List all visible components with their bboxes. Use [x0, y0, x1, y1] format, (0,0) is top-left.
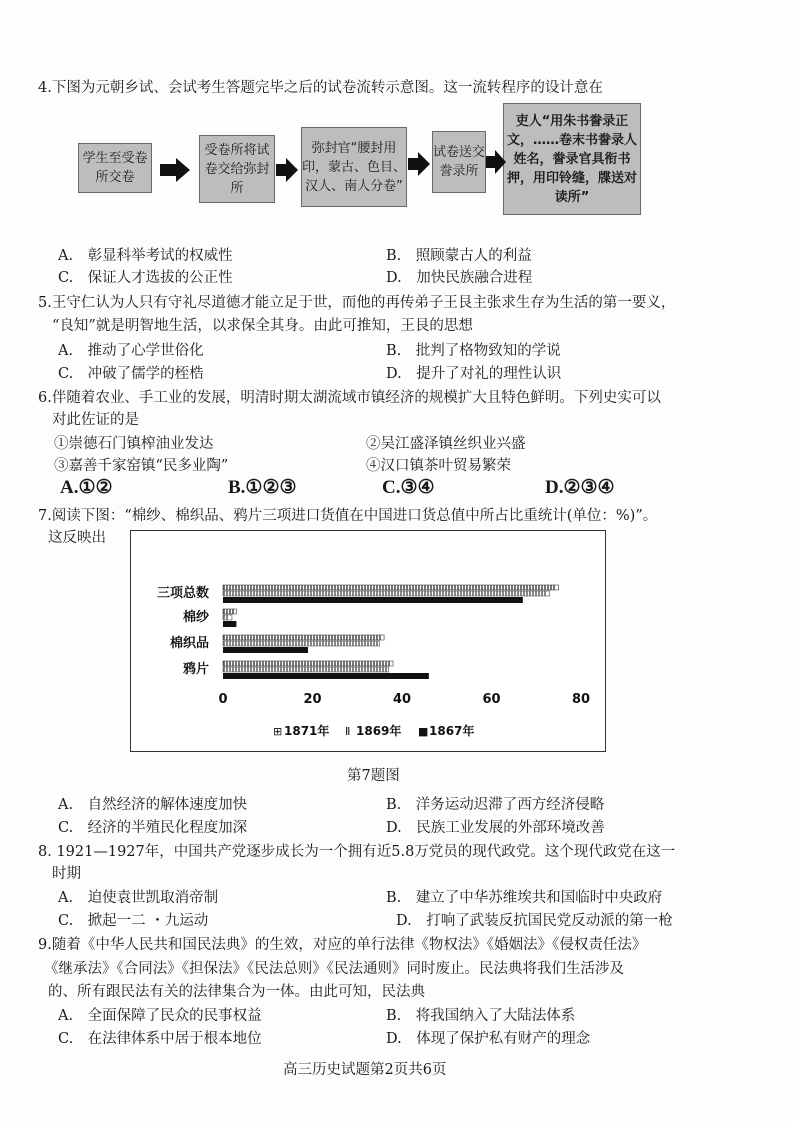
q7-option-a: A. 自然经济的解体速度加快	[58, 797, 248, 813]
legend-label: 1871年	[284, 724, 330, 738]
q6-item-4: ④汉口镇茶叶贸易繁荣	[366, 458, 511, 474]
q8-stem-line1: 8. 1921—1927年，中国共产党逐步成长为一个拥有近5.8万党员的现代政党。这个现代政党在这一	[38, 844, 676, 860]
q6-item-1: ①崇德石门镇榨油业发达	[54, 436, 214, 452]
q6-option-c: C.③④	[382, 477, 435, 498]
q8-stem-line2: 时期	[52, 866, 81, 882]
q5-stem-line2: “良知”就是明智地生活，以求保全其身。由此可推知，王艮的思想	[52, 318, 473, 334]
q5-option-d: D. 提升了对礼的理性认识	[386, 366, 562, 382]
bar-1-2	[223, 621, 236, 627]
x-tick-label: 20	[303, 692, 322, 707]
q8-option-b: B. 建立了中华苏维埃共和国临时中央政府	[386, 890, 663, 906]
flow-arrow-icon	[276, 158, 298, 182]
bar-2-2	[223, 647, 308, 653]
category-label: 三项总数	[156, 586, 209, 601]
q7-chart-frame	[130, 530, 606, 752]
bar-3-2	[223, 673, 429, 679]
q9-option-a: A. 全面保障了民众的民事权益	[58, 1008, 262, 1024]
q7-bar-chart	[131, 531, 605, 751]
q6-stem-line2: 对此佐证的是	[52, 412, 139, 428]
category-label: 棉纱	[182, 610, 209, 625]
q5-stem-line1: 5.王守仁认为人只有守礼尽道德才能立足于世，而他的再传弟子王艮主张求生存为生活的第一要义，	[38, 295, 676, 311]
q5-option-a: A. 推动了心学世俗化	[58, 343, 204, 359]
q9-option-d: D. 体现了保护私有财产的理念	[386, 1031, 591, 1047]
flow-arrow-icon	[160, 158, 190, 182]
bar-2-0	[223, 635, 384, 640]
q6-option-a: A.①②	[60, 477, 113, 498]
page-footer: 高三历史试题第2页共6页	[283, 1062, 447, 1078]
x-tick-label: 60	[482, 692, 501, 707]
q7-option-c: C. 经济的半殖民化程度加深	[58, 820, 248, 836]
flow-step-5: 吏人“用朱书誊录正文，……卷末书誊录人姓名，誊录官具衔书押，用印铃缝，牒送对读所”	[503, 103, 641, 215]
q6-option-d: D.②③④	[545, 477, 615, 498]
q8-option-c: C. 掀起一二 ・九运动	[58, 913, 209, 929]
x-tick-label: 40	[392, 692, 412, 707]
q7-caption: 第7题图	[347, 768, 400, 784]
q7-option-d: D. 民族工业发展的外部环境改善	[386, 820, 605, 836]
legend-swatch-icon: ■	[418, 725, 429, 738]
flow-arrow-icon	[486, 150, 506, 174]
q6-item-3: ③嘉善千家窑镇“民多业陶”	[54, 458, 229, 474]
q7-option-b: B. 洋务运动迟滞了西方经济侵略	[386, 797, 605, 813]
q4-stem: 4.下图为元朝乡试、会试考生答题完毕之后的试卷流转示意图。这一流转程序的设计意在	[38, 80, 603, 96]
legend-swatch-icon: ⊞	[273, 725, 283, 738]
x-tick-label: 0	[218, 692, 228, 707]
category-label: 鸦片	[182, 662, 209, 677]
q4-option-d: D. 加快民族融合进程	[386, 270, 533, 286]
legend-label: 1867年	[429, 724, 475, 738]
flow-step-4: 试卷送交誊录所	[432, 131, 486, 193]
q4-option-a: A. 彰显科举考试的权威性	[58, 248, 233, 264]
q6-stem-line1: 6.伴随着农业、手工业的发展，明清时期太湖流域市镇经济的规模扩大且特色鲜明。下列史实可以	[38, 390, 661, 406]
q7-stem-line1: 7.阅读下图：“棉纱、棉织品、鸦片三项进口货值在中国进口货总值中所占比重统计(单位：%)”。	[38, 508, 658, 524]
legend-label: 1869年	[356, 724, 402, 738]
q9-option-c: C. 在法律体系中居于根本地位	[58, 1031, 262, 1047]
q6-item-2: ②吴江盛泽镇丝织业兴盛	[366, 436, 526, 452]
q8-option-a: A. 迫使袁世凯取消帝制	[58, 890, 219, 906]
q9-stem-line3: 的、所有跟民法有关的法律集合为一体。由此可知，民法典	[48, 984, 425, 1000]
q9-option-b: B. 将我国纳入了大陆法体系	[386, 1008, 576, 1024]
category-label: 棉织品	[169, 636, 209, 651]
x-tick-label: 80	[571, 692, 591, 707]
flow-step-3: 弥封官“腰封用印，蒙古、色目、汉人、南人分卷”	[301, 127, 407, 207]
bar-0-0	[223, 585, 559, 590]
q9-stem-line1: 9.随着《中华人民共和国民法典》的生效，对应的单行法律《物权法》《婚姻法》《侵权责任法》	[38, 937, 647, 953]
bar-0-2	[223, 597, 523, 603]
flow-step-2: 受卷所将试卷交给弥封所	[199, 135, 275, 203]
q7-stem-line2: 这反映出	[48, 530, 106, 546]
flow-step-1: 学生至受卷所交卷	[78, 143, 152, 193]
q4-option-c: C. 保证人才选拔的公正性	[58, 270, 233, 286]
q4-option-b: B. 照顾蒙古人的利益	[386, 248, 532, 264]
q8-option-d: D. 打响了武装反抗国民党反动派的第一枪	[396, 913, 673, 929]
q9-stem-line2: 《继承法》《合同法》《担保法》《民法总则》《民法通则》同时废止。民法典将我们生活涉及	[44, 961, 624, 977]
q5-option-b: B. 批判了格物致知的学说	[386, 343, 561, 359]
flow-arrow-icon	[408, 152, 430, 176]
q5-option-c: C. 冲破了儒学的桎梏	[58, 366, 204, 382]
legend-swatch-icon: Ⅱ	[345, 725, 351, 738]
q6-option-b: B.①②③	[228, 477, 297, 498]
